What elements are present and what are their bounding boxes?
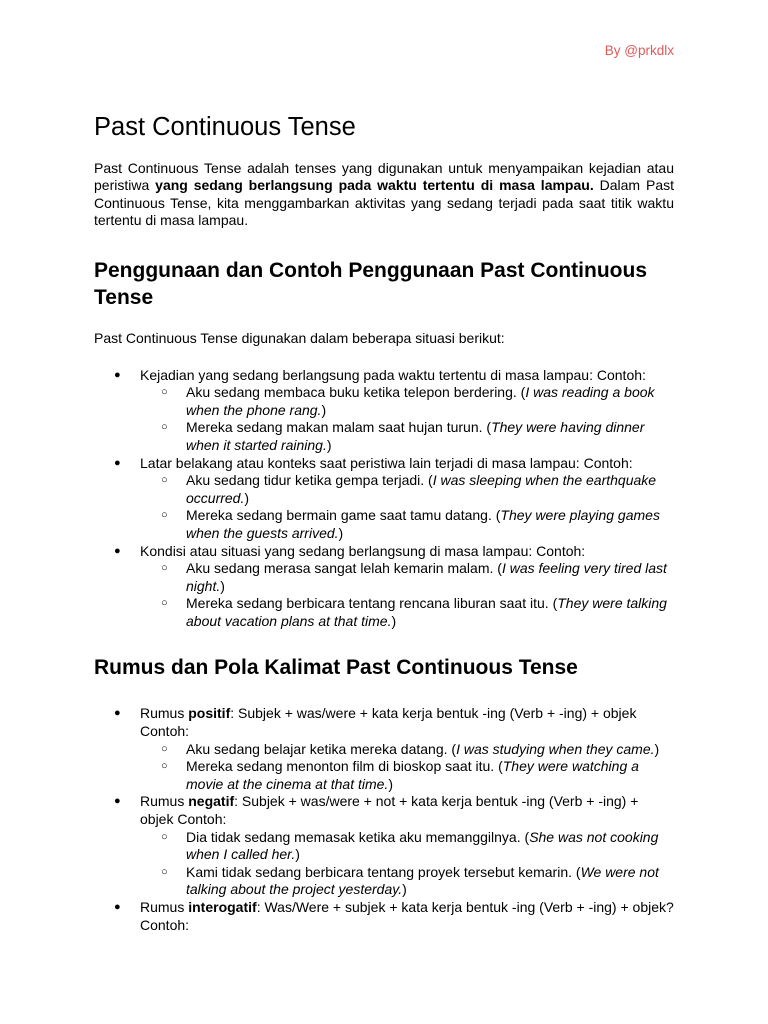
intro-text-end: Dalam Past Continuous Tense, kita menggambarkan aktivitas yang sedang terjadi pada saat titik waktu tertentu di masa lampau. [94, 177, 674, 229]
example-list [140, 472, 674, 542]
hollow-bullet-icon: ○ [161, 562, 168, 575]
example-item [140, 758, 674, 793]
close-paren: ) [402, 881, 407, 898]
formula-text: : Subjek + was/were + not + kata kerja bentuk -ing (Verb + -ing) + objek Contoh: [140, 793, 639, 828]
intro-paragraph [94, 160, 674, 230]
section-lead: Past Continuous Tense digunakan dalam beberapa situasi berikut: [94, 329, 505, 346]
formula-keyword: positif [188, 705, 231, 722]
example-indonesian: Dia tidak sedang memasak ketika aku memanggilnya. [186, 828, 521, 845]
intro-text: Past Continuous Tense adalah tenses yang digunakan untuk menyampaikan kejadian atau peristiwa [94, 159, 674, 194]
hollow-bullet-icon: ○ [161, 597, 168, 610]
open-paren: ( [486, 419, 492, 436]
open-paren: ( [497, 560, 502, 577]
close-paren: ) [326, 436, 332, 453]
example-list [140, 560, 674, 630]
close-paren: ) [338, 524, 344, 541]
example-item [140, 560, 674, 595]
open-paren: ( [575, 863, 581, 880]
example-english: They were playing games when the guests arrived. [186, 507, 660, 541]
open-paren: ( [451, 740, 457, 757]
example-indonesian: Aku sedang tidur ketika gempa terjadi. [186, 472, 425, 489]
example-item [140, 419, 674, 454]
example-list [140, 829, 674, 899]
close-paren: ) [295, 846, 300, 863]
bullet-icon: ● [114, 707, 121, 720]
example-english: She was not cooking when I called her. [186, 828, 659, 863]
formula-list [94, 705, 674, 934]
example-indonesian: Aku sedang merasa sangat lelah kemarin malam. [186, 560, 494, 577]
open-paren: ( [428, 472, 433, 489]
close-paren: ) [391, 612, 397, 629]
example-indonesian: Mereka sedang berbicara tentang rencana liburan saat itu. [186, 595, 549, 612]
example-english: They were watching a movie at the cinema at that time. [186, 758, 639, 792]
formula-item [94, 899, 674, 934]
intro-emphasis: yang sedang berlangsung pada waktu tertentu di masa lampau. [155, 177, 594, 194]
close-paren: ) [220, 577, 225, 594]
example-english: I was feeling very tired last night. [186, 560, 667, 594]
close-paren: ) [244, 489, 250, 506]
example-item [140, 829, 674, 864]
hollow-bullet-icon: ○ [161, 386, 168, 399]
hollow-bullet-icon: ○ [161, 865, 168, 878]
close-paren: ) [654, 740, 660, 757]
page-title: Past Continuous Tense [94, 113, 356, 141]
example-indonesian: Kami tidak sedang berbicara tentang proyek tersebut kemarin. [186, 863, 572, 880]
bullet-icon: ● [114, 901, 121, 913]
example-indonesian: Aku sedang belajar ketika mereka datang. [186, 740, 448, 757]
bullet-icon: ● [114, 795, 121, 808]
example-indonesian: Aku sedang membaca buku ketika telepon berdering. [186, 384, 517, 401]
close-paren: ) [388, 775, 393, 792]
open-paren: ( [524, 828, 530, 845]
section-heading-formula: Rumus dan Pola Kalimat Past Continuous Tense [94, 656, 578, 680]
hollow-bullet-icon: ○ [161, 509, 168, 522]
open-paren: ( [552, 595, 558, 612]
formula-text: : Subjek + was/were + kata kerja bentuk -ing (Verb + -ing) + objek Contoh: [140, 705, 637, 740]
example-english: I was studying when they came. [456, 740, 655, 757]
usage-list [94, 367, 674, 631]
usage-text: Kondisi atau situasi yang sedang berlangsung di masa lampau: Contoh: [140, 542, 586, 559]
hollow-bullet-icon: ○ [161, 742, 168, 755]
hollow-bullet-icon: ○ [161, 474, 168, 487]
close-paren: ) [321, 401, 327, 418]
bullet-icon: ● [114, 368, 121, 381]
example-indonesian: Mereka sedang bermain game saat tamu datang. [186, 507, 492, 524]
hollow-bullet-icon: ○ [161, 760, 168, 773]
example-item [140, 741, 674, 759]
example-item [140, 384, 674, 419]
section-heading-usage: Penggunaan dan Contoh Penggunaan Past Continuous Tense [94, 258, 647, 309]
example-indonesian: Mereka sedang menonton film di bioskop saat itu. [186, 758, 495, 775]
hollow-bullet-icon: ○ [161, 830, 168, 843]
formula-text: : Was/Were + subjek + kata kerja bentuk -ing (Verb + -ing) + objek? Contoh: [140, 899, 674, 933]
document-body [94, 112, 674, 934]
usage-item [94, 543, 674, 631]
example-english: They were talking about vacation plans at that time. [186, 595, 667, 629]
example-english: I was sleeping when the earthquake occurred. [186, 472, 657, 506]
example-item [140, 864, 674, 899]
open-paren: ( [495, 507, 501, 524]
open-paren: ( [520, 384, 526, 401]
bullet-icon: ● [114, 544, 121, 557]
example-item [140, 595, 674, 630]
formula-prefix: Rumus [140, 705, 189, 722]
example-list [140, 741, 674, 794]
usage-item [94, 455, 674, 543]
example-english: We were not talking about the project yesterday. [186, 863, 659, 898]
bullet-icon: ● [114, 456, 121, 469]
hollow-bullet-icon: ○ [161, 421, 168, 434]
example-english: They were having dinner when it started raining. [186, 419, 645, 453]
usage-item [94, 367, 674, 455]
formula-keyword: negatif [188, 793, 235, 810]
example-indonesian: Mereka sedang makan malam saat hujan turun. [186, 419, 483, 436]
usage-text: Kejadian yang sedang berlangsung pada waktu tertentu di masa lampau: Contoh: [140, 366, 646, 383]
example-list [140, 384, 674, 454]
formula-item [94, 793, 674, 899]
author-byline: By @prkdlx [604, 43, 674, 58]
open-paren: ( [498, 758, 503, 775]
formula-item [94, 705, 674, 793]
example-english: I was reading a book when the phone rang. [186, 384, 655, 418]
example-item [140, 507, 674, 542]
example-item [140, 472, 674, 507]
usage-text: Latar belakang atau konteks saat peristiwa lain terjadi di masa lampau: Contoh: [140, 454, 633, 471]
formula-prefix: Rumus [140, 899, 189, 915]
formula-prefix: Rumus [140, 793, 189, 810]
formula-keyword: interogatif [188, 899, 257, 915]
